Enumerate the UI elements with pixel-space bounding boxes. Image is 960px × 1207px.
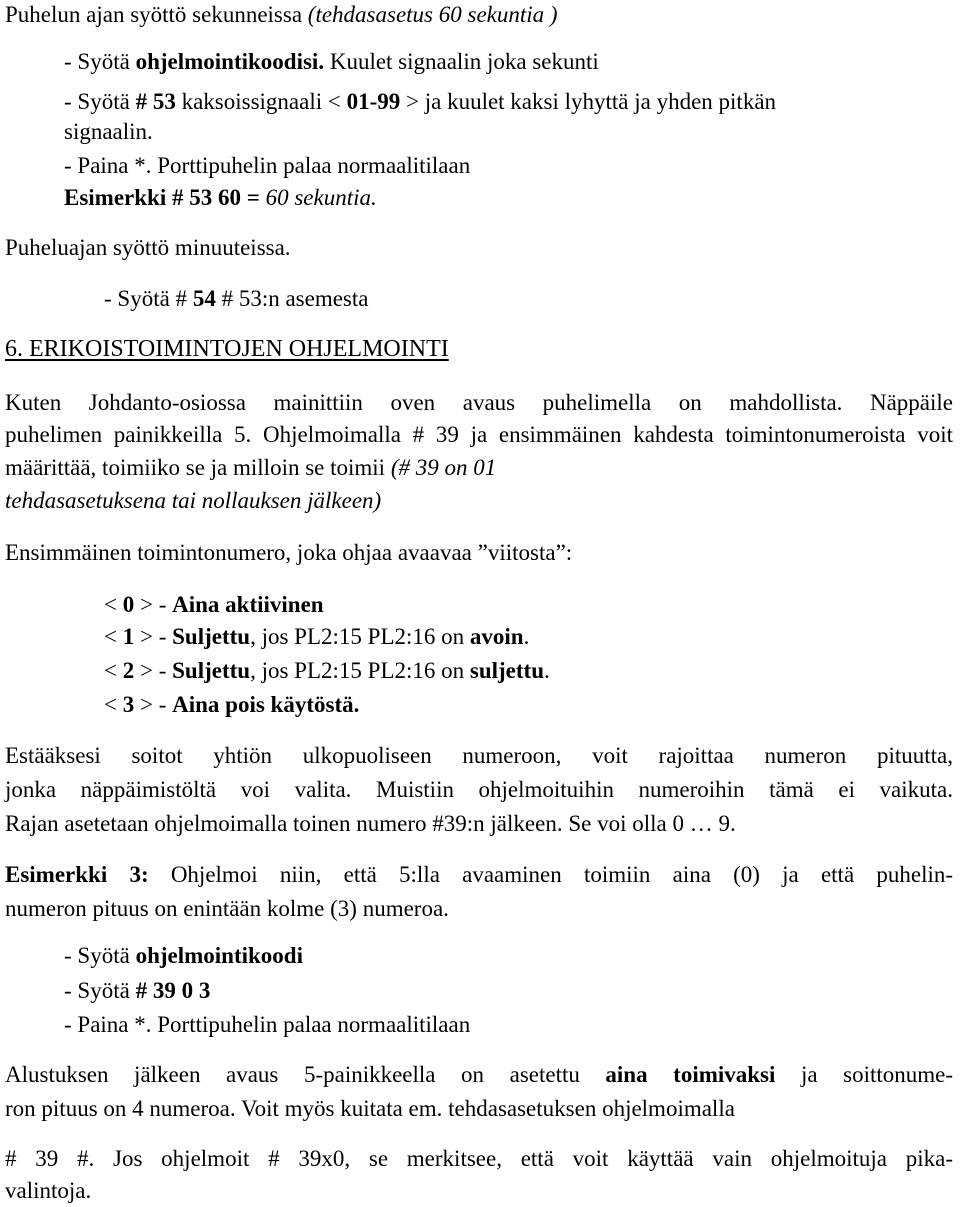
intro-line-1: Kuten Johdanto-osiossa mainittiin oven avaus puhelimella on mahdollista. Näppäile	[5, 390, 953, 415]
option-2: < 2 > - Suljettu, jos PL2:15 PL2:16 on suljettu.	[104, 658, 550, 683]
step-enter-code: - Syötä ohjelmointikoodisi. Kuulet signaalin joka sekunti	[64, 49, 599, 74]
step-enter-53: - Syötä # 53 kaksoissignaali < 01-99 > ja kuulet kaksi lyhyttä ja yhden pitkän	[64, 89, 777, 114]
final-line-1: # 39 #. Jos ohjelmoit # 39x0, se merkitsee, että voit käyttää vain ohjelmoituja pika-	[5, 1146, 953, 1171]
section-54-title: Puheluajan syöttö minuuteissa.	[5, 235, 291, 260]
first-number-text: Ensimmäinen toimintonumero, joka ohjaa avaavaa ”viitosta”:	[5, 540, 573, 565]
option-0: < 0 > - Aina aktiivinen	[104, 592, 324, 617]
example-step-star: - Paina *. Porttipuhelin palaa normaalitilaan	[64, 1012, 471, 1037]
reset-line-1: Alustuksen jälkeen avaus 5-painikkeella on asetettu aina toimivaksi ja soittonume-	[5, 1062, 953, 1087]
example-3-line-2: numeron pituus on enintään kolme (3) numeroa.	[5, 896, 449, 921]
section-53-title: Puhelun ajan syöttö sekunneissa (tehdasasetus 60 sekuntia )	[5, 2, 558, 27]
example-step-39: - Syötä # 39 0 3	[64, 978, 211, 1003]
final-line-2: valintoja.	[5, 1178, 92, 1203]
intro-paragraph: puhelimen painikkeilla 5. Ohjelmoimalla # 39 ja ensimmäinen kahdesta toimintonumeroista voit määrittää, toimiiko se ja milloin se toimii (# 39 on 01 tehdasasetuksena tai nollauksen jälkeen)	[5, 422, 953, 513]
limit-line-2: jonka näppäimistöltä voi valita. Muistiin ohjelmoituihin numeroihin tämä ei vaikuta.	[5, 777, 953, 802]
step-press-star: - Paina *. Porttipuhelin palaa normaalitilaan	[64, 153, 471, 178]
option-1: < 1 > - Suljettu, jos PL2:15 PL2:16 on avoin.	[104, 624, 530, 649]
example-step-code: - Syötä ohjelmointikoodi	[64, 943, 303, 968]
star-icon: *	[134, 1012, 146, 1037]
example-3-line-1: Esimerkki 3: Ohjelmoi niin, että 5:lla avaaminen toimiin aina (0) ja että puhelin-	[5, 862, 954, 887]
step-enter-53-cont: signaalin.	[64, 119, 153, 144]
step-enter-54: - Syötä # 54 # 53:n asemesta	[104, 286, 369, 311]
example-53: Esimerkki # 53 60 = 60 sekuntia.	[64, 185, 377, 210]
option-3: < 3 > - Aina pois käytöstä.	[104, 692, 360, 717]
limit-line-1: Estääksesi soitot yhtiön ulkopuoliseen numeroon, voit rajoittaa numeron pituutta,	[5, 743, 953, 768]
section-6-heading: 6. ERIKOISTOIMINTOJEN OHJELMOINTI	[5, 336, 449, 362]
reset-line-2: ron pituus on 4 numeroa. Voit myös kuitata em. tehdasasetuksen ohjelmoimalla	[5, 1096, 735, 1121]
star-icon: *	[134, 153, 146, 178]
limit-line-3: Rajan asetetaan ohjelmoimalla toinen numero #39:n jälkeen. Se voi olla 0 … 9.	[5, 811, 736, 836]
